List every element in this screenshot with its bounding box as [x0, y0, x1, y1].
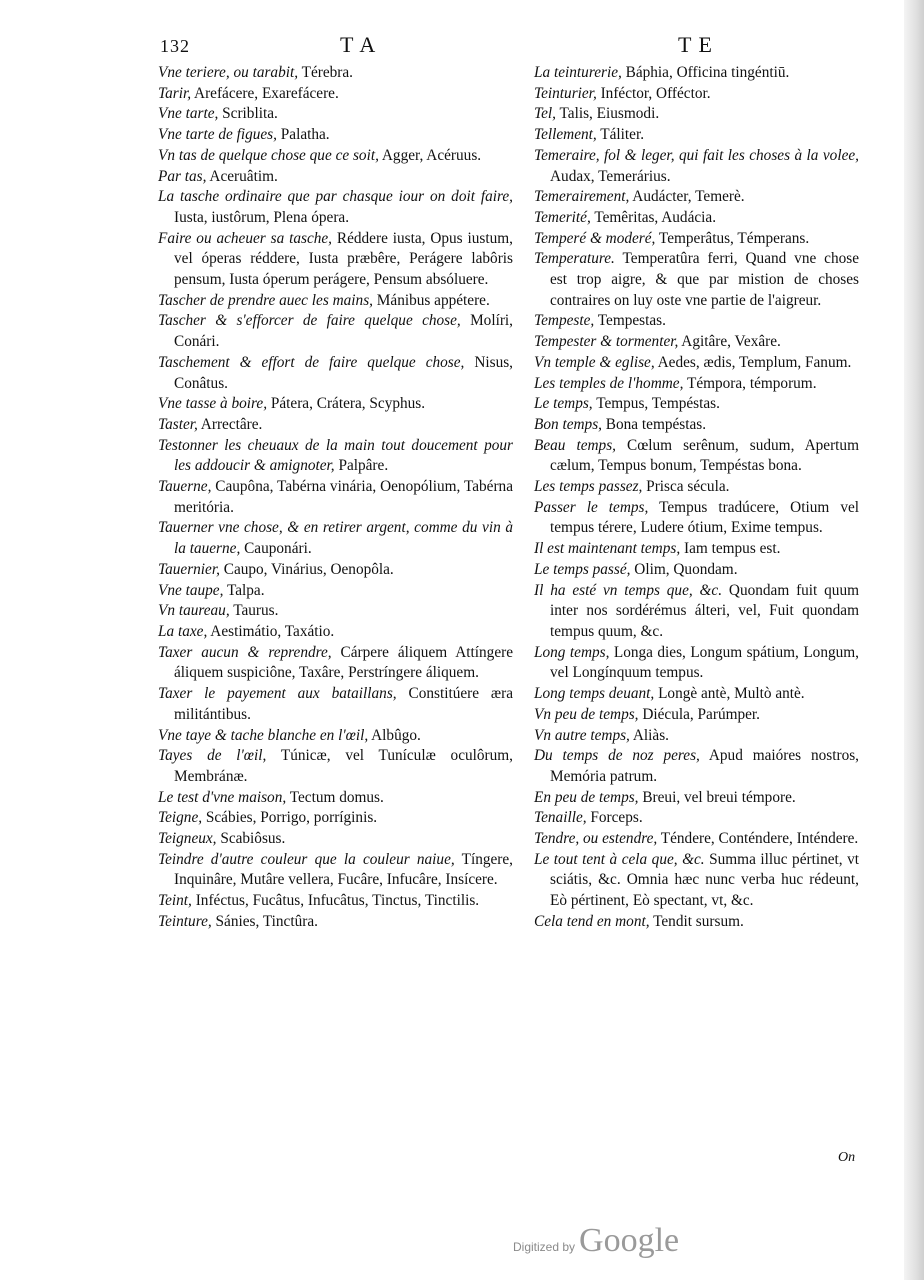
dictionary-entry: [534, 477, 859, 498]
latin-translation: Albûgo.: [368, 726, 421, 744]
latin-translation: Térebra.: [298, 64, 353, 81]
french-headword: Tauernier,: [158, 560, 220, 578]
latin-translation: Scriblita.: [218, 105, 278, 123]
dictionary-entry: [158, 684, 513, 725]
latin-translation: Caupôna, Tabérna vinária, Oenopólium, Tabérna meritória.: [174, 478, 513, 516]
right-column-heading: T E: [678, 32, 713, 57]
dictionary-entry: [158, 167, 513, 188]
catchword: On: [838, 1150, 856, 1165]
dictionary-entry: [158, 63, 513, 84]
french-headword: Le tout tent à cela que, &c.: [534, 850, 705, 868]
french-headword: Vne tarte,: [158, 105, 219, 123]
dictionary-entry: [534, 436, 859, 477]
french-headword: Temeraire, fol & leger, qui fait les choses à la volee,: [534, 146, 859, 164]
latin-translation: Diécula, Parúmper.: [638, 705, 761, 723]
french-headword: Taxer le payement aux bataillans,: [158, 685, 397, 703]
dictionary-entry: [158, 601, 513, 622]
dictionary-entry: [158, 518, 513, 559]
french-headword: Vn temple & eglise,: [534, 353, 655, 371]
latin-translation: Scábies, Porrigo, porríginis.: [202, 809, 378, 827]
latin-translation: Cœlum serênum, sudum, Apertum cælum, Tempus bonum, Tempéstas bona.: [550, 436, 859, 475]
french-headword: Vn autre temps,: [534, 726, 630, 744]
dictionary-entry: [158, 850, 513, 891]
latin-translation: Scabiôsus.: [216, 830, 286, 848]
french-headword: Temperature.: [534, 250, 615, 268]
dictionary-entry: [158, 622, 513, 643]
latin-translation: Summa illuc pértinet, vt sciátis, &c. Omnia hæc nunc verba huc rédeunt, Eò pértinent, Eò spectant, vt, &c.: [550, 850, 859, 910]
french-headword: Temerité,: [534, 208, 591, 226]
dictionary-entry: [158, 104, 513, 125]
dictionary-entry: [534, 912, 859, 933]
french-headword: La teinturerie,: [534, 64, 622, 81]
french-headword: Du temps de noz peres,: [534, 747, 700, 765]
dictionary-entry: [158, 311, 513, 352]
dictionary-entry: [158, 788, 513, 809]
dictionary-entry: [158, 146, 513, 167]
latin-translation: Aliàs.: [629, 726, 669, 744]
dictionary-entry: [158, 643, 513, 684]
latin-translation: Aestimátio, Taxátio.: [207, 622, 335, 640]
french-headword: Tauerner vne chose, & en retirer argent, comme du vin à la tauerne,: [158, 519, 513, 558]
dictionary-entry: [158, 808, 513, 829]
latin-translation: Sánies, Tinctûra.: [211, 912, 318, 930]
latin-translation: Arrectâre.: [197, 415, 263, 433]
dictionary-entry: [534, 684, 859, 705]
dictionary-entry: [534, 249, 859, 311]
latin-translation: Tectum domus.: [286, 788, 384, 806]
french-headword: Il ha esté vn temps que, &c.: [534, 581, 723, 599]
latin-translation: Constitúere æra militántibus.: [174, 685, 513, 723]
dictionary-entry: [534, 125, 859, 146]
french-headword: Vne tasse à boire,: [158, 395, 268, 413]
dictionary-entry: [534, 643, 859, 684]
french-headword: Vn tas de quelque chose que ce soit,: [158, 146, 379, 164]
french-headword: Vne taupe,: [158, 581, 224, 599]
dictionary-entry: [534, 332, 859, 353]
dictionary-entry: [158, 84, 513, 105]
latin-translation: Molíri, Conári.: [174, 312, 513, 351]
latin-translation: Prisca sécula.: [642, 478, 730, 496]
french-headword: Teinturier,: [534, 84, 597, 102]
dictionary-entry: [534, 726, 859, 747]
french-headword: Bon temps,: [534, 415, 602, 433]
latin-translation: Apud maióres nostros, Memória patrum.: [550, 747, 859, 785]
dictionary-entry: [158, 229, 513, 291]
dictionary-entry: [534, 353, 859, 374]
french-headword: La tasche ordinaire que par chasque iour on doit faire,: [158, 188, 513, 206]
dictionary-entry: [158, 726, 513, 747]
dictionary-entry: [534, 208, 859, 229]
french-headword: Passer le temps,: [534, 498, 649, 516]
french-headword: Teinture,: [158, 912, 212, 930]
dictionary-entry: [158, 581, 513, 602]
french-headword: Temerairement,: [534, 188, 630, 206]
latin-translation: Caupo, Vinárius, Oenopôla.: [219, 560, 394, 578]
latin-translation: Réddere iusta, Opus iustum, vel óperas réddere, Iusta præbêre, Perágere labôris pensum, Iusta óperum perágere, Pensum absóluere.: [174, 229, 513, 289]
dictionary-entry: [158, 415, 513, 436]
latin-translation: Tempestas.: [594, 312, 666, 330]
french-headword: Tascher de prendre auec les mains,: [158, 291, 373, 309]
dictionary-entry: [158, 125, 513, 146]
latin-translation: Palpâre.: [334, 457, 389, 475]
french-headword: Tenaille,: [534, 809, 587, 827]
latin-translation: Taurus.: [229, 602, 279, 620]
dictionary-entry: [158, 291, 513, 312]
latin-translation: Tíngere, Inquinâre, Mutâre vellera, Fucâre, Infucâre, Insícere.: [174, 850, 513, 889]
french-headword: Taschement & effort de faire quelque chose,: [158, 353, 465, 371]
latin-translation: Longa dies, Longum spátium, Longum, vel Longínquum tempus.: [550, 643, 859, 682]
french-headword: Tendre, ou estendre,: [534, 830, 658, 848]
latin-translation: Audácter, Temerè.: [629, 188, 745, 206]
dictionary-entry: [534, 539, 859, 560]
latin-translation: Tempus, Tempéstas.: [592, 395, 720, 413]
latin-translation: Temperatûra ferri, Quand vne chose est trop aigre, & que par mistion de choses contraires on luy oste vne partie de l'aigreur.: [550, 250, 859, 309]
dictionary-entry: [534, 560, 859, 581]
french-headword: Taster,: [158, 415, 198, 433]
dictionary-entry: [534, 374, 859, 395]
dictionary-entry: [534, 187, 859, 208]
latin-translation: Tempus tradúcere, Otium vel tempus térere, Ludere ótium, Exime tempus.: [550, 498, 860, 537]
latin-translation: Quondam fuit quum inter nos sordérémus álteri, vel, Fuit quondam tempus quum, &c.: [550, 581, 859, 640]
dictionary-entry: [158, 394, 513, 415]
french-headword: Le temps passé,: [534, 560, 631, 578]
latin-translation: Temperâtus, Témperans.: [655, 229, 810, 247]
dictionary-entry: [534, 63, 859, 84]
latin-translation: Cauponári.: [240, 540, 312, 558]
latin-translation: Aedes, ædis, Templum, Fanum.: [654, 353, 852, 371]
dictionary-entry: [534, 788, 859, 809]
french-headword: Vne taye & tache blanche en l'œil,: [158, 726, 369, 744]
french-headword: Teint,: [158, 892, 192, 910]
page-number: 132: [160, 36, 190, 56]
latin-translation: Mánibus appétere.: [372, 291, 490, 309]
dictionary-entry: [158, 353, 513, 394]
french-headword: Beau temps,: [534, 436, 616, 454]
french-headword: Tayes de l'œil,: [158, 747, 267, 765]
latin-translation: Agitâre, Vexâre.: [678, 333, 781, 351]
french-headword: Long temps,: [534, 643, 610, 661]
french-headword: Temperé & moderé,: [534, 229, 656, 247]
dictionary-entry: [534, 829, 859, 850]
latin-translation: Iam tempus est.: [680, 540, 781, 558]
latin-translation: Pátera, Crátera, Scyphus.: [267, 395, 426, 413]
french-headword: Tascher & s'efforcer de faire quelque chose,: [158, 312, 461, 330]
french-headword: Le temps,: [534, 395, 593, 413]
french-headword: Teigneux,: [158, 830, 217, 848]
dictionary-entry: [534, 581, 859, 643]
dictionary-entry: [534, 104, 859, 125]
latin-translation: Túnicæ, vel Tunículæ oculôrum, Membránæ.: [174, 747, 513, 785]
latin-translation: Forceps.: [586, 809, 643, 827]
french-headword: Tempeste,: [534, 312, 595, 330]
dictionary-entry: [534, 415, 859, 436]
dictionary-entry: [158, 436, 513, 477]
french-headword: Tauerne,: [158, 478, 212, 496]
dictionary-entry: [534, 498, 859, 539]
latin-translation: Nisus, Conâtus.: [174, 353, 514, 392]
dictionary-entry: [534, 808, 859, 829]
dictionary-entry: [158, 187, 513, 228]
latin-translation: Téndere, Conténdere, Inténdere.: [657, 830, 859, 848]
dictionary-entry: [158, 477, 513, 518]
french-headword: Le test d'vne maison,: [158, 788, 287, 806]
right-column: [534, 63, 859, 933]
digitized-by-footer: [513, 1222, 679, 1260]
dictionary-entry: [534, 746, 859, 787]
french-headword: Tempester & tormenter,: [534, 333, 679, 351]
dictionary-entry: [158, 746, 513, 787]
latin-translation: Breui, vel breui témpore.: [638, 788, 796, 806]
latin-translation: Báphia, Officina tingéntiū.: [621, 64, 790, 81]
latin-translation: Audax, Temerárius.: [550, 167, 671, 185]
french-headword: Testonner les cheuaux de la main tout doucement pour les addoucir & amignoter,: [158, 436, 513, 475]
latin-translation: Tendit sursum.: [649, 912, 744, 930]
dictionary-entry: [534, 84, 859, 105]
left-column: [158, 63, 513, 933]
latin-translation: Temêritas, Audácia.: [590, 208, 717, 226]
book-spine-shadow: [904, 0, 924, 1280]
french-headword: La taxe,: [158, 622, 208, 640]
digitized-by-label: Digitized by: [513, 1240, 576, 1254]
dictionary-entry: [534, 311, 859, 332]
dictionary-entry: [534, 146, 859, 187]
latin-translation: Arefácere, Exarefácere.: [191, 84, 339, 102]
french-headword: Teigne,: [158, 809, 203, 827]
dictionary-entry: [534, 705, 859, 726]
french-headword: Il est maintenant temps,: [534, 540, 681, 558]
dictionary-entry: [534, 394, 859, 415]
french-headword: Les temps passez,: [534, 478, 643, 496]
french-headword: Long temps deuant,: [534, 685, 655, 703]
dictionary-entry: [534, 850, 859, 912]
french-headword: En peu de temps,: [534, 788, 639, 806]
french-headword: Tarir,: [158, 84, 192, 102]
french-headword: Vn peu de temps,: [534, 705, 639, 723]
french-headword: Vne teriere, ou tarabit,: [158, 64, 299, 81]
latin-translation: Longè antè, Multò antè.: [654, 685, 805, 703]
french-headword: Vne tarte de figues,: [158, 126, 277, 144]
latin-translation: Inféctor, Offéctor.: [596, 84, 711, 102]
french-headword: Taxer aucun & reprendre,: [158, 643, 332, 661]
dictionary-entry: [158, 560, 513, 581]
latin-translation: Aceruâtim.: [206, 167, 278, 185]
latin-translation: Agger, Acéruus.: [378, 146, 482, 164]
french-headword: Vn taureau,: [158, 602, 230, 620]
latin-translation: Iusta, iustôrum, Plena ópera.: [174, 208, 350, 226]
latin-translation: Talpa.: [223, 581, 265, 599]
french-headword: Teindre d'autre couleur que la couleur naiue,: [158, 850, 455, 868]
french-headword: Les temples de l'homme,: [534, 374, 684, 392]
french-headword: Tellement,: [534, 126, 597, 144]
google-logo: Google: [579, 1222, 680, 1259]
latin-translation: Talis, Eiusmodi.: [555, 105, 660, 123]
latin-translation: Palatha.: [276, 126, 330, 144]
french-headword: Par tas,: [158, 167, 207, 185]
latin-translation: Olim, Quondam.: [630, 560, 738, 578]
dictionary-entry: [534, 229, 859, 250]
dictionary-entry: [158, 891, 513, 912]
french-headword: Cela tend en mont,: [534, 912, 650, 930]
latin-translation: Témpora, témporum.: [683, 374, 817, 392]
latin-translation: Táliter.: [596, 126, 645, 144]
dictionary-entry: [158, 829, 513, 850]
latin-translation: Inféctus, Fucâtus, Infucâtus, Tinctus, Tinctilis.: [191, 892, 480, 910]
dictionary-entry: [158, 912, 513, 933]
latin-translation: Cárpere áliquem Attíngere áliquem suspiciône, Taxâre, Perstríngere áliquem.: [174, 643, 513, 682]
french-headword: Tel,: [534, 105, 556, 123]
left-column-heading: T A: [340, 32, 377, 57]
french-headword: Faire ou acheuer sa tasche,: [158, 229, 333, 247]
latin-translation: Bona tempéstas.: [601, 415, 707, 433]
